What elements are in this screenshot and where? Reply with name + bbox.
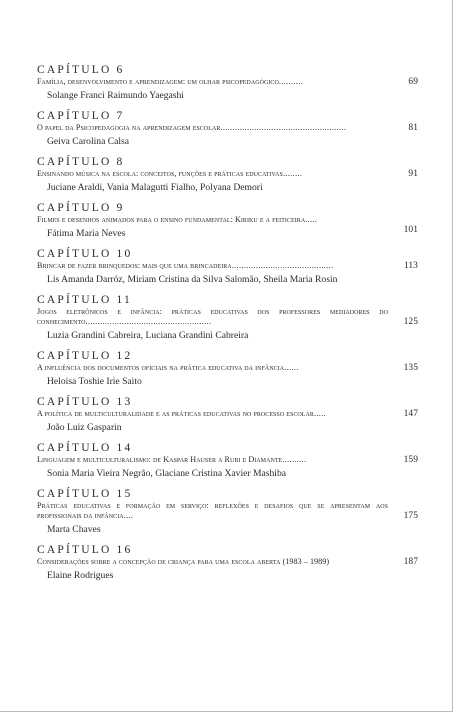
chapter-title-row	[37, 169, 418, 179]
chapter-title: A influência dos documentos oficiais na prática educativa da infância	[37, 363, 285, 372]
page-number: 91	[408, 169, 418, 179]
chapter-authors: Solange Franci Raimundo Yaegashi	[47, 90, 184, 101]
chapter-authors: Fátima Maria Neves	[47, 228, 126, 239]
chapter-title: Práticas educativas e formação em serviço: reflexões e desafios que se apresentam aos profissionais da infância	[37, 501, 388, 520]
leader-dots: ..........................................	[231, 261, 334, 270]
page-number: 159	[403, 455, 418, 465]
leader-dots: ....	[123, 511, 134, 520]
leader-dots: ........	[282, 169, 303, 178]
toc-entry-chapter-6	[37, 64, 418, 102]
leader-dots: ..........	[282, 455, 307, 464]
chapter-heading: CAPÍTULO 7	[37, 110, 125, 122]
chapter-heading: CAPÍTULO 16	[37, 544, 133, 556]
chapter-heading: CAPÍTULO 11	[37, 294, 133, 306]
toc-entry-chapter-8	[37, 156, 418, 194]
chapter-authors: Juciane Araldi, Vania Malagutti Fialho, Polyana Demori	[47, 182, 263, 193]
page-number: 101	[403, 225, 418, 235]
chapter-authors: Marta Chaves	[47, 524, 101, 535]
page-number: 175	[403, 511, 418, 521]
chapter-title: Brincar de fazer brinquedos: mais que uma brincadeira	[37, 261, 232, 270]
chapter-title-row	[37, 77, 418, 87]
leader-dots: ......	[284, 363, 299, 372]
chapter-title: O papel da Psicopedagogia na aprendizagem escolar	[37, 123, 221, 132]
toc-entry-chapter-12	[37, 350, 418, 388]
page-number: 69	[408, 77, 418, 87]
page-number: 81	[408, 123, 418, 133]
chapter-heading: CAPÍTULO 9	[37, 202, 125, 214]
leader-dots: ....................................................	[220, 123, 347, 132]
chapter-title-row	[37, 501, 418, 521]
chapter-title: Família, desenvolvimento e aprendizagem: um olhar psicopedagógico	[37, 77, 279, 86]
chapter-heading: CAPÍTULO 8	[37, 156, 125, 168]
chapter-title: Considerações sobre a concepção de criança para uma escola aberta (1983 – 1989)	[37, 557, 330, 566]
chapter-title-row	[37, 123, 418, 133]
chapter-authors: Heloisa Toshie Irie Saito	[47, 376, 142, 387]
leader-dots: ....................................................	[85, 317, 212, 326]
page-number: 125	[403, 317, 418, 327]
chapter-authors: Sonia Maria Vieira Negrão, Glaciane Cristina Xavier Mashiba	[47, 468, 287, 479]
page-number: 135	[403, 363, 418, 373]
table-of-contents	[37, 64, 418, 590]
chapter-title: Linguagem e multiculturalismo: de Kaspar Hauser a Rubi e Diamante	[37, 455, 283, 464]
chapter-heading: CAPÍTULO 10	[37, 248, 133, 260]
toc-entry-chapter-13	[37, 396, 418, 434]
chapter-authors: Luzia Grandini Cabreira, Luciana Grandini Cabreira	[47, 330, 249, 341]
chapter-title-row	[37, 307, 418, 327]
toc-entry-chapter-14	[37, 442, 418, 480]
chapter-heading: CAPÍTULO 15	[37, 488, 133, 500]
page-number: 187	[403, 557, 418, 567]
toc-entry-chapter-7	[37, 110, 418, 148]
chapter-title: Jogos eletrônicos e infância: práticas educativas dos professores mediadores do conhecimento	[37, 307, 388, 326]
toc-entry-chapter-10	[37, 248, 418, 286]
chapter-authors: João Luiz Gasparin	[47, 422, 122, 433]
chapter-heading: CAPÍTULO 14	[37, 442, 133, 454]
chapter-title-row	[37, 261, 418, 271]
chapter-authors: Geiva Carolina Calsa	[47, 136, 130, 147]
page-number: 113	[403, 261, 418, 271]
chapter-title: Filmes e desenhos animados para o ensino fundamental: Kiriku e a feiticeira	[37, 215, 306, 224]
leader-dots: ..........	[278, 77, 304, 86]
chapter-title: Ensinando música na escola: conceitos, funções e práticas educativas	[37, 169, 283, 178]
toc-entry-chapter-11	[37, 294, 418, 342]
chapter-title-row	[37, 409, 418, 419]
chapter-title-row	[37, 455, 418, 465]
chapter-authors: Lis Amanda Darróz, Miriam Cristina da Silva Salomão, Sheila Maria Rosin	[47, 274, 338, 285]
chapter-title-row	[37, 363, 418, 373]
chapter-title: A política de multiculturalidade e as práticas educativas no processo escolar	[37, 409, 314, 418]
toc-entry-chapter-15	[37, 488, 418, 536]
chapter-title-row	[37, 557, 418, 567]
toc-entry-chapter-16	[37, 544, 418, 582]
chapter-heading: CAPÍTULO 6	[37, 64, 125, 76]
toc-entry-chapter-9	[37, 202, 418, 240]
chapter-heading: CAPÍTULO 13	[37, 396, 133, 408]
leader-dots: .....	[313, 409, 327, 418]
page-number: 147	[403, 409, 418, 419]
chapter-authors: Elaine Rodrigues	[47, 570, 114, 581]
leader-dots: .....	[305, 215, 318, 224]
chapter-heading: CAPÍTULO 12	[37, 350, 133, 362]
